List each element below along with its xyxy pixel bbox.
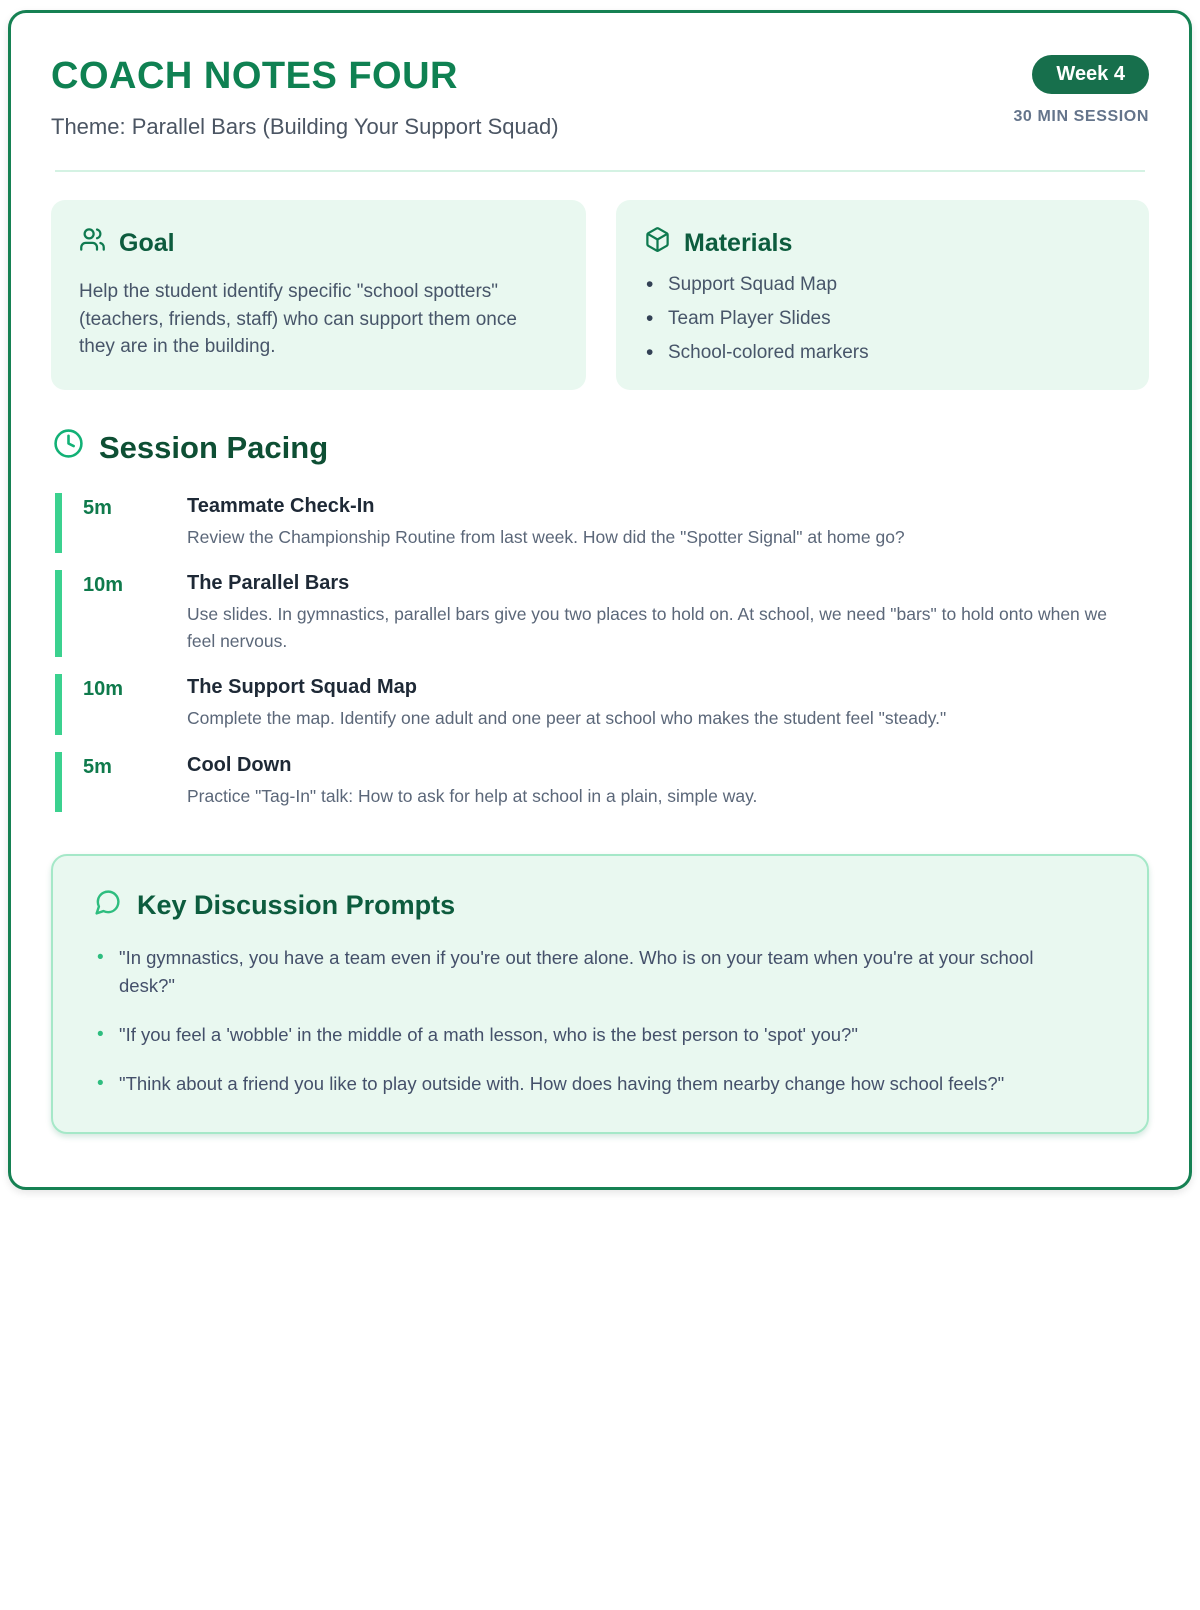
pacing-time: 5m [83,755,112,778]
pacing-description: Practice "Tag-In" talk: How to ask for help at school in a plain, simple way. [187,785,758,806]
goal-heading [79,226,558,260]
pacing-item [55,570,1149,657]
materials-list-item: • School-colored markers [644,342,1121,364]
goal-heading-label: Goal [119,228,175,257]
materials-list [644,274,1121,364]
pacing-title: The Parallel Bars [187,572,350,595]
pacing-description: Review the Championship Routine from last week. How did the "Spotter Signal" at home go? [187,527,905,547]
pacing-description: Complete the map. Identify one adult and one peer at school who makes the student feel "steady." [187,708,947,729]
users-icon [79,226,106,260]
prompts-list [89,944,1111,1099]
pacing-title: Teammate Check-In [187,495,375,517]
pacing-content [187,754,757,810]
clock-icon [53,428,84,467]
coach-notes-card [8,10,1192,1190]
discussion-prompts-card [51,854,1149,1135]
info-cards-row [51,200,1149,390]
materials-list-item: • Support Squad Map [644,274,1121,296]
pacing-description: Use slides. In gymnastics, parallel bars give you two places to hold on. At school, we need "bars" to hold onto when we feel nervous. [187,604,1108,652]
goal-text: Help the student identify specific "school spotters" (teachers, friends, staff) who can support them once they are in the building. [79,281,517,358]
prompt-item: • "In gymnastics, you have a team even if you're out there alone. Who is on your team when you're at your school desk?" [89,944,1089,1001]
pacing-time: 10m [83,574,124,597]
theme-subtitle: Theme: Parallel Bars (Building Your Support Squad) [51,114,559,139]
prompt-item: • "Think about a friend you like to play outside with. How does having them nearby change how school feels?" [89,1070,1089,1099]
pacing-content [187,676,946,732]
pacing-time: 10m [83,678,124,701]
materials-list-item: • Team Player Slides [644,308,1121,330]
pacing-item [55,752,1149,812]
header-right [1013,55,1149,126]
pacing-title: The Support Squad Map [187,676,417,699]
materials-heading-label: Materials [684,228,793,257]
materials-heading [644,226,1121,260]
discussion-prompts-heading [93,888,1111,924]
header [51,55,1149,140]
pacing-time: 5m [83,497,112,519]
pacing-content [187,572,1117,655]
session-length-label: 30 MIN SESSION [1013,108,1149,125]
header-divider [55,170,1145,172]
speech-bubble-icon [93,888,122,924]
session-pacing-heading [53,428,1149,467]
week-badge: Week 4 [1032,55,1149,94]
pacing-item [55,674,1149,734]
materials-card [616,200,1149,390]
page-title: COACH NOTES FOUR [51,55,458,97]
package-icon [644,226,671,260]
prompt-item: • "If you feel a 'wobble' in the middle of a math lesson, who is the best person to 'spot' you?" [89,1021,1089,1050]
pacing-item [55,493,1149,553]
header-left [51,55,559,140]
session-pacing-heading-label: Session Pacing [99,429,329,465]
pacing-list [51,493,1149,812]
pacing-content [187,495,905,551]
discussion-prompts-heading-label: Key Discussion Prompts [137,890,456,921]
pacing-title: Cool Down [187,753,292,776]
goal-card [51,200,586,390]
